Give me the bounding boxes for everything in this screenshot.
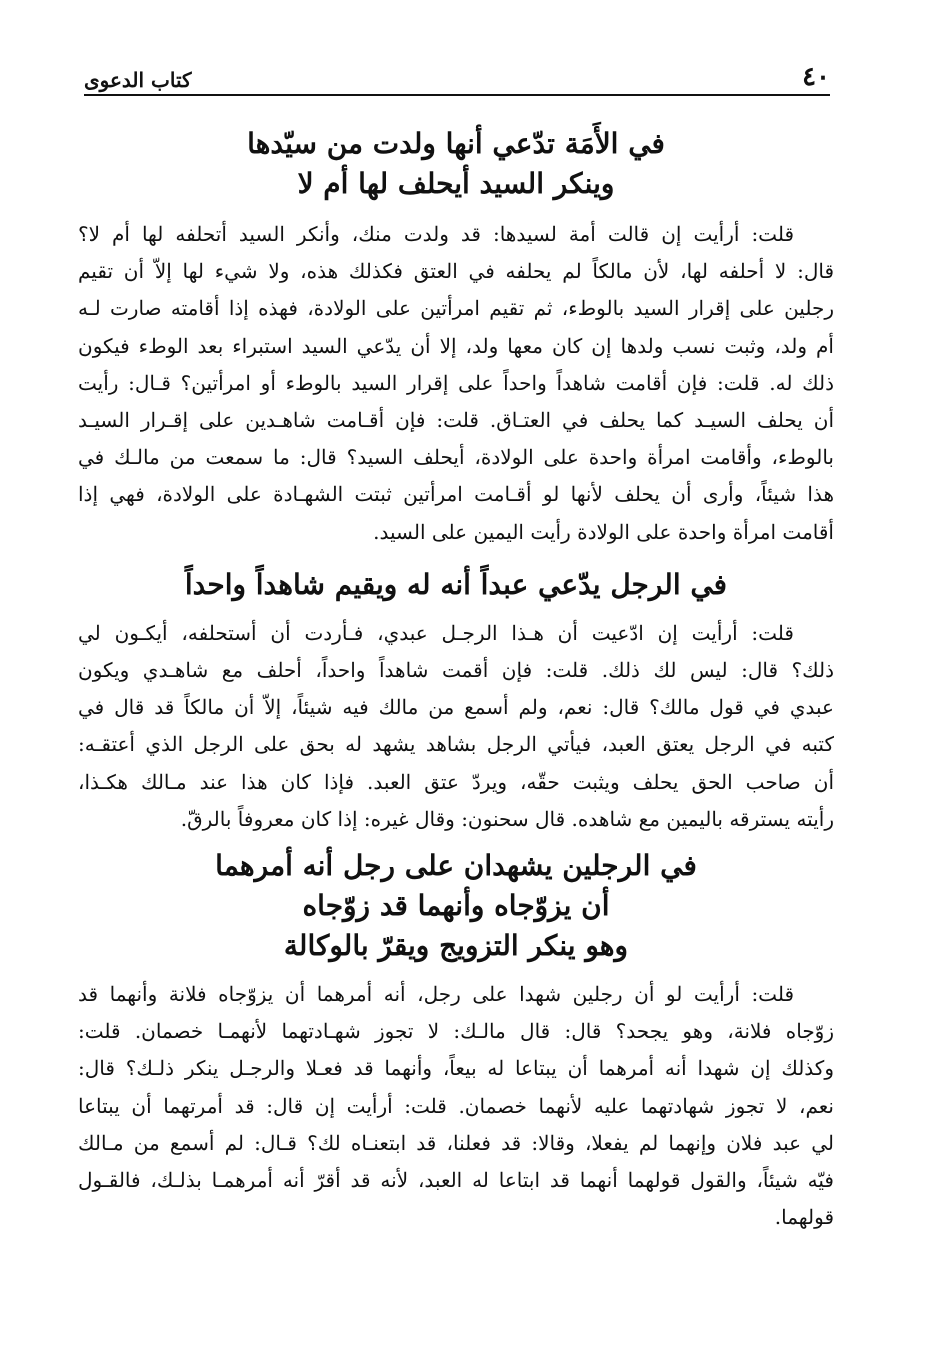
book-title: كتاب الدعوى (84, 68, 192, 92)
paragraph (78, 615, 834, 838)
text-line: ذلك؟ قال: ليس لك ذلك. قلت: فإن أقمت شاهداً واحداً، أحلف مع شاهـدي ويكون (78, 658, 834, 683)
text-line: قولهما. (774, 1205, 834, 1230)
text-line: ذلك له. قلت: فإن أقامت شاهداً واحداً على إقرار السيد بالوطء أو امرأتين؟ قـال: رأيت (78, 370, 834, 395)
heading-line: أن يزوّجاه وأنهما قد زوّجاه (302, 889, 610, 923)
text-line: رجلين على إقرار السيد بالوطء، ثم تقيم امرأتين على الولادة، فهذه إذا أقامته صارت لـه (78, 296, 834, 321)
section-heading (78, 124, 834, 204)
page-body (78, 118, 834, 1236)
text-line: قلت: أرأيت إن ادّعيت أن هـذا الرجـل عبدي، فـأردت أن أستحلفه، أيكـون لي (78, 620, 794, 645)
heading-line: في الرجلين يشهدان على رجل أنه أمرهما (215, 849, 697, 883)
section-heading (78, 846, 834, 966)
page-number: ٤٠ (802, 62, 830, 92)
paragraph (78, 216, 834, 551)
text-line: أقامت امرأة واحدة على الولادة رأيت اليمين على السيد. (373, 519, 834, 544)
heading-line: وهو ينكر التزويج ويقرّ بالوكالة (283, 929, 629, 963)
section-heading (78, 565, 834, 605)
heading-line: في الرجل يدّعي عبداً أنه له ويقيم شاهداً واحداً (184, 567, 728, 601)
text-line: قلت: أرأيت إن قالت أمة لسيدها: قد ولدت منك، وأنكر السيد أتحلفه لها أم لا؟ (78, 222, 794, 246)
text-line: لي عبد فلان وإنهما لم يفعلا، وقالا: قد فعلنا، قد ابتعنـاه لك؟ قـال: لم أسمع من مـالك (78, 1130, 834, 1155)
section-slave-claim (78, 565, 834, 838)
heading-line: في الأَمَة تدّعي أنها ولدت من سيّدها (247, 127, 665, 160)
text-line: زوّجاه فلانة، وهو يجحد؟ قال: قال مالـك: لا تجوز شهـادتهما لأنهمـا خصمان. قلت: (78, 1019, 834, 1044)
text-line: بالوطء، وأقامت امرأة واحدة على الولادة، أيحلف السيد؟ قال: ما سمعت من مالـك في (78, 445, 834, 470)
text-line: كتبه في الرجل يعتق العبد، فيأتي الرجل بشاهد يشهد له بحق على الرجل الذي أعتقـه: (78, 732, 834, 757)
text-line: وكذلك إن شهدا أنه أمرهما أن يبتاعا له بيعاً، وأنهما قد فعـلا والرجـل ينكر ذلـك؟ قال: (78, 1056, 834, 1081)
section-amah-claim (78, 124, 834, 551)
text-line: قلت: أرأيت لو أن رجلين شهدا على رجل، أنه أمرهما أن يزوّجاه فلانة وأنهما قد (78, 982, 794, 1007)
text-line: عبدي في قول مالك؟ قال: نعم، ولم أسمع من مالك فيه شيئاً، إلاّ أن مالكاً قد قال في (78, 695, 834, 720)
text-line: رأيته يسترقه باليمين مع شاهده. قال سحنون: وقال غيره: إذا كان معروفاً بالرقّ. (180, 806, 834, 831)
text-line: أم ولد، وثبت نسب ولدها إن كان معها ولد، إلا أن يدّعي السيد استبراء بعد الوطء فيكون (78, 333, 834, 358)
text-line: فيّه شيئاً، والقول قولهما أنهما قد ابتاعا له العبد، لأنه قد أقرّ أنه أمرهمـا بذلـك، فالقـول (78, 1168, 834, 1193)
text-line: قال: لا أحلفه لها، لأن مالكاً لم يحلفه في العتق فكذلك هذه، ولا شيء لها إلاّ أن تقيم (78, 259, 834, 284)
paragraph (78, 976, 834, 1236)
heading-line: وينكر السيد أيحلف لها أم لا (297, 167, 615, 200)
section-two-witnesses (78, 846, 834, 1236)
running-header (84, 62, 830, 96)
text-line: أن صاحب الحق يحلف ويثبت حقّه، ويردّ عتق العبد. فإذا كان هذا عند مـالك هكـذا، (78, 769, 834, 794)
text-line: أن يحلف السيـد كما يحلف في العتـاق. قلت: فإن أقـامت شاهـدين على إقـرار السيـد (78, 408, 834, 433)
text-line: هذا شيئاً، وأرى أن يحلف لأنها لو أقـامت امرأتين ثبتت الشهـادة على الولادة، فهي إذا (78, 482, 834, 507)
text-line: نعم، لا تجوز شهادتهما عليه لأنهما خصمان. قلت: أرأيت إن قال: قد أمرتهما أن يبتاعا (78, 1093, 834, 1118)
